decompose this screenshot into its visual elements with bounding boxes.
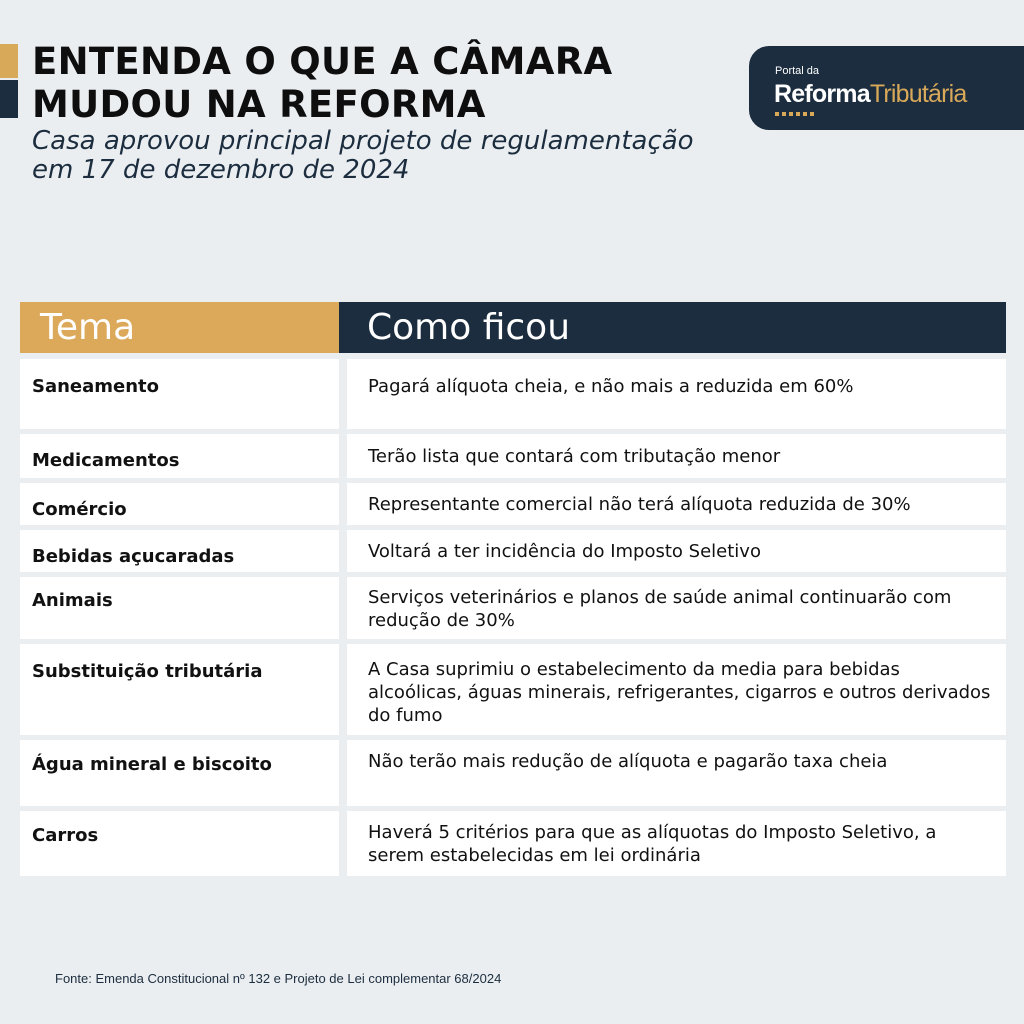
page-title xyxy=(32,40,732,126)
table-row xyxy=(20,359,1006,429)
cell-como-ficou: Não terão mais redução de alíquota e pagarão taxa cheia xyxy=(347,740,1006,806)
cell-tema: Medicamentos xyxy=(20,434,339,478)
logo-word-tributaria: Tributária xyxy=(869,80,967,108)
portal-logo xyxy=(749,46,1024,130)
column-header-tema: Tema xyxy=(20,302,339,353)
page-subtitle xyxy=(32,127,792,185)
cell-tema: Carros xyxy=(20,811,339,876)
table-row xyxy=(20,811,1006,876)
column-header-como-ficou: Como ficou xyxy=(339,302,1006,353)
cell-como-ficou: Serviços veterinários e planos de saúde animal continuarão com redução de 30% xyxy=(347,577,1006,639)
page-title-line-1: ENTENDA O QUE A CÂMARA xyxy=(32,40,613,83)
title-accent-bar-navy xyxy=(0,80,18,118)
cell-como-ficou: Pagará alíquota cheia, e não mais a reduzida em 60% xyxy=(347,359,1006,429)
cell-tema: Animais xyxy=(20,577,339,639)
table-row xyxy=(20,530,1006,572)
cell-como-ficou: Representante comercial não terá alíquota reduzida de 30% xyxy=(347,483,1006,525)
cell-tema: Saneamento xyxy=(20,359,339,429)
cell-tema: Água mineral e biscoito xyxy=(20,740,339,806)
cell-como-ficou: Voltará a ter incidência do Imposto Seletivo xyxy=(347,530,1006,572)
logo-main-text xyxy=(774,79,967,109)
table-header xyxy=(20,302,1006,353)
cell-tema: Comércio xyxy=(20,483,339,525)
page-subtitle-line-1: Casa aprovou principal projeto de regulamentação xyxy=(32,126,694,156)
logo-dots xyxy=(775,112,815,116)
table-row xyxy=(20,644,1006,735)
cell-como-ficou: Haverá 5 critérios para que as alíquotas do Imposto Seletivo, a serem estabelecidas em lei ordinária xyxy=(347,811,1006,876)
table-row xyxy=(20,577,1006,639)
logo-small-text: Portal da xyxy=(775,65,820,77)
cell-tema: Bebidas açucaradas xyxy=(20,530,339,572)
cell-tema: Substituição tributária xyxy=(20,644,339,735)
table-row xyxy=(20,434,1006,478)
page-title-line-2: MUDOU NA REFORMA xyxy=(32,83,486,126)
changes-table xyxy=(20,302,1006,876)
cell-como-ficou: A Casa suprimiu o estabelecimento da media para bebidas alcoólicas, águas minerais, refrigerantes, cigarros e outros derivados do fumo xyxy=(347,644,1006,735)
page-subtitle-line-2: em 17 de dezembro de 2024 xyxy=(32,155,410,185)
cell-como-ficou: Terão lista que contará com tributação menor xyxy=(347,434,1006,478)
table-body xyxy=(20,359,1006,876)
logo-word-reforma: Reforma xyxy=(774,80,870,108)
table-row xyxy=(20,483,1006,525)
title-accent-bar-gold xyxy=(0,44,18,78)
source-footnote: Fonte: Emenda Constitucional nº 132 e Projeto de Lei complementar 68/2024 xyxy=(55,971,502,986)
table-row xyxy=(20,740,1006,806)
